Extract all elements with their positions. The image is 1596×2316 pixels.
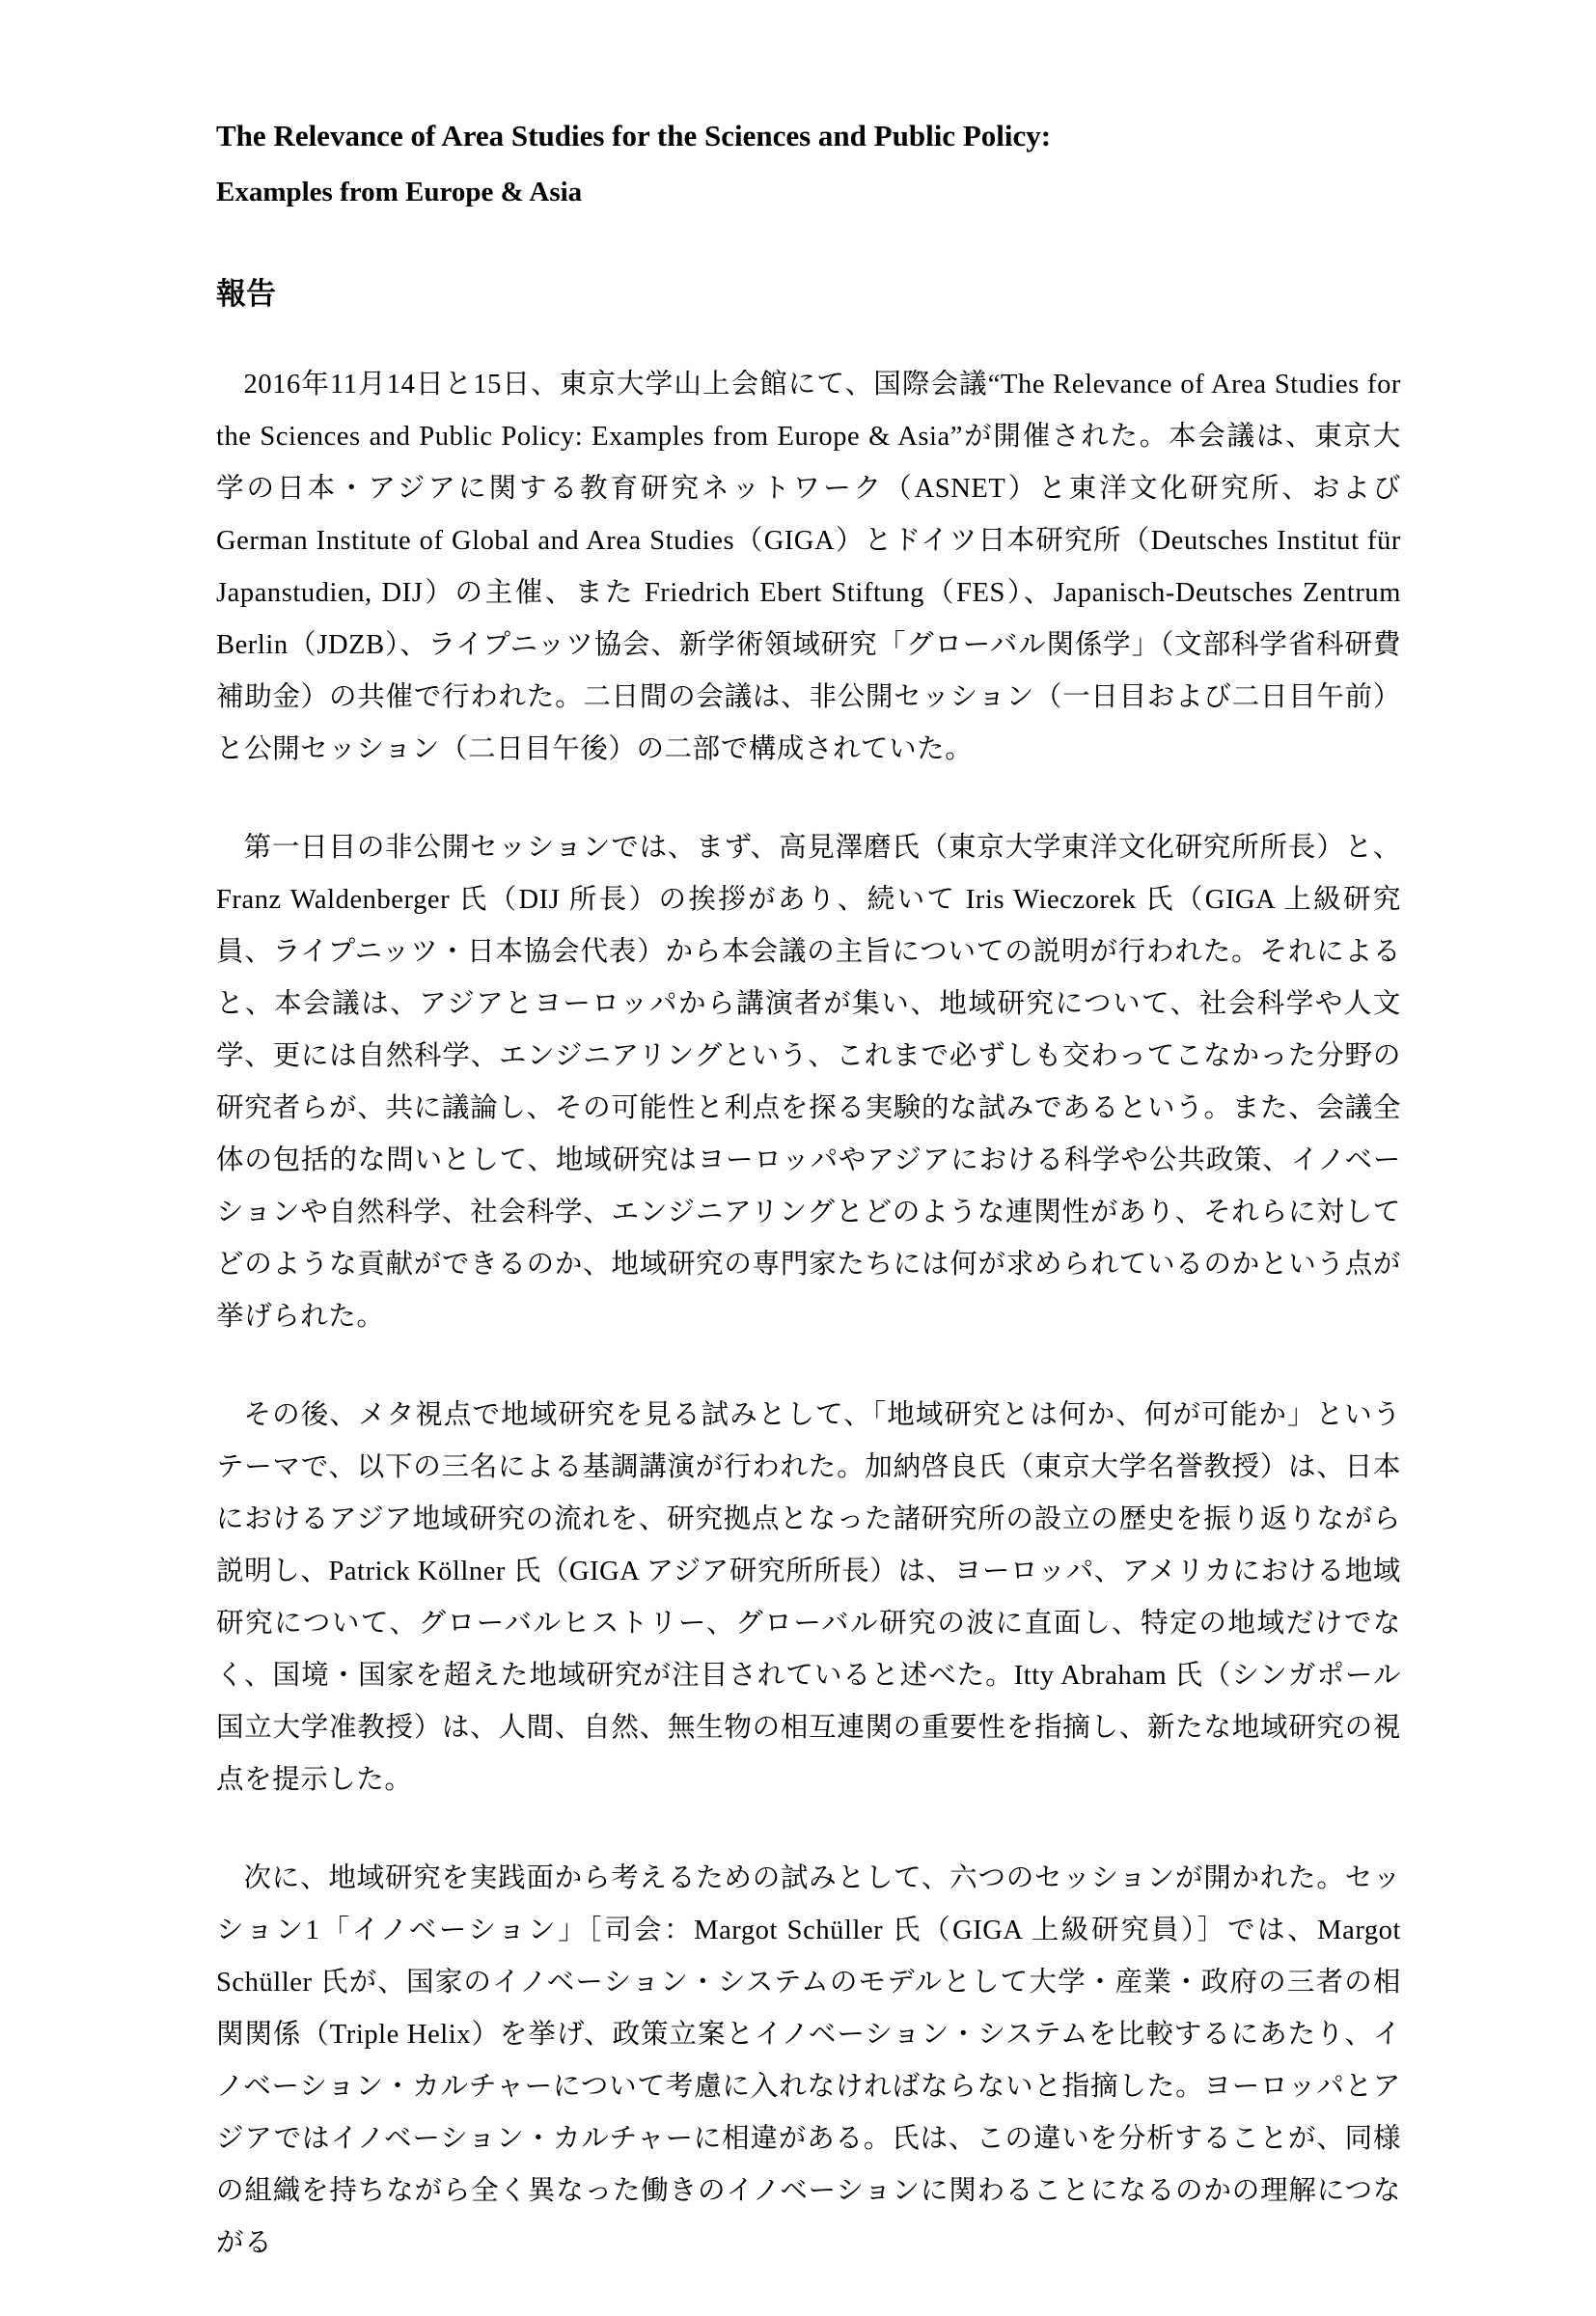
document-body <box>216 359 1401 2270</box>
section-heading-report: 報告 <box>216 277 276 311</box>
title-line-1: The Relevance of Area Studies for the Sciences and Public Policy: <box>216 119 1052 152</box>
paragraph-opening-session: 第一日目の非公開セッションでは、まず、高見澤磨氏（東京大学東洋文化研究所所長）と、Franz Waldenberger 氏（DIJ 所長）の挨拶があり、続いて Iris Wieczorek 氏（GIGA 上級研究員、ライプニッツ・日本協会代表）から本会議の主旨についての説明が行われた。それによると、本会議は、アジアとヨーロッパから講演者が集い、地域研究について、社会科学や人文学、更には自然科学、エンジニアリングという、これまで必ずしも交わってこなかった分野の研究者らが、共に議論し、その可能性と利点を探る実験的な試みであるという。また、会議全体の包括的な問いとして、地域研究はヨーロッパやアジアにおける科学や公共政策、イノベーションや自然科学、社会科学、エンジニアリングとどのような連関性があり、それらに対してどのような貢献ができるのか、地域研究の専門家たちには何が求められているのかという点が挙げられた。 <box>216 833 1401 1332</box>
title-line-2: Examples from Europe & Asia <box>216 177 583 207</box>
document-title <box>216 108 1401 220</box>
paragraph-sessions: 次に、地域研究を実践面から考えるための試みとして、六つのセッションが開かれた。セッション1「イノベーション」［司会：Margot Schüller 氏（GIGA 上級研究員）］では、Margot Schüller 氏が、国家のイノベーション・システムのモデルとして大学・産業・政府の三者の相関関係（Triple Helix）を挙げ、政策立案とイノベーション・システムを比較するにあたり、イノベーション・カルチャーについて考慮に入れなければならないと指摘した。ヨーロッパとアジアではイノベーション・カルチャーに相違がある。氏は、この違いを分析することが、同様の組織を持ちながら全く異なった働きのイノベーションに関わることになるのかの理解につながる <box>216 1863 1401 2258</box>
paragraph-overview: 2016年11月14日と15日、東京大学山上会館にて、国際会議“The Relevance of Area Studies for the Sciences and Public Policy: Examples from Europe & Asia”が開催された。本会議は、東京大学の日本・アジアに関する教育研究ネットワーク（ASNET）と東洋文化研究所、およびGerman Institute of Global and Area Studies（GIGA）とドイツ日本研究所（Deutsches Institut für Japanstudien, DIJ）の主催、また Friedrich Ebert Stiftung（FES）、Japanisch-Deutsches Zentrum Berlin（JDZB）、ライプニッツ協会、新学術領域研究「グローバル関係学」（文部科学省科研費補助金）の共催で行われた。二日間の会議は、非公開セッション（一日目および二日目午前）と公開セッション（二日目午後）の二部で構成されていた。 <box>216 370 1401 764</box>
paragraph-keynotes: その後、メタ視点で地域研究を見る試みとして、「地域研究とは何か、何が可能か」というテーマで、以下の三名による基調講演が行われた。加納啓良氏（東京大学名誉教授）は、日本におけるアジア地域研究の流れを、研究拠点となった諸研究所の設立の歴史を振り返りながら説明し、Patrick Köllner 氏（GIGA アジア研究所所長）は、ヨーロッパ、アメリカにおける地域研究について、グローバルヒストリー、グローバル研究の波に直面し、特定の地域だけでなく、国境・国家を超えた地域研究が注目されていると述べた。Itty Abraham 氏（シンガポール国立大学准教授）は、人間、自然、無生物の相互連関の重要性を指摘し、新たな地域研究の視点を提示した。 <box>216 1400 1401 1795</box>
document-page <box>216 108 1401 2316</box>
